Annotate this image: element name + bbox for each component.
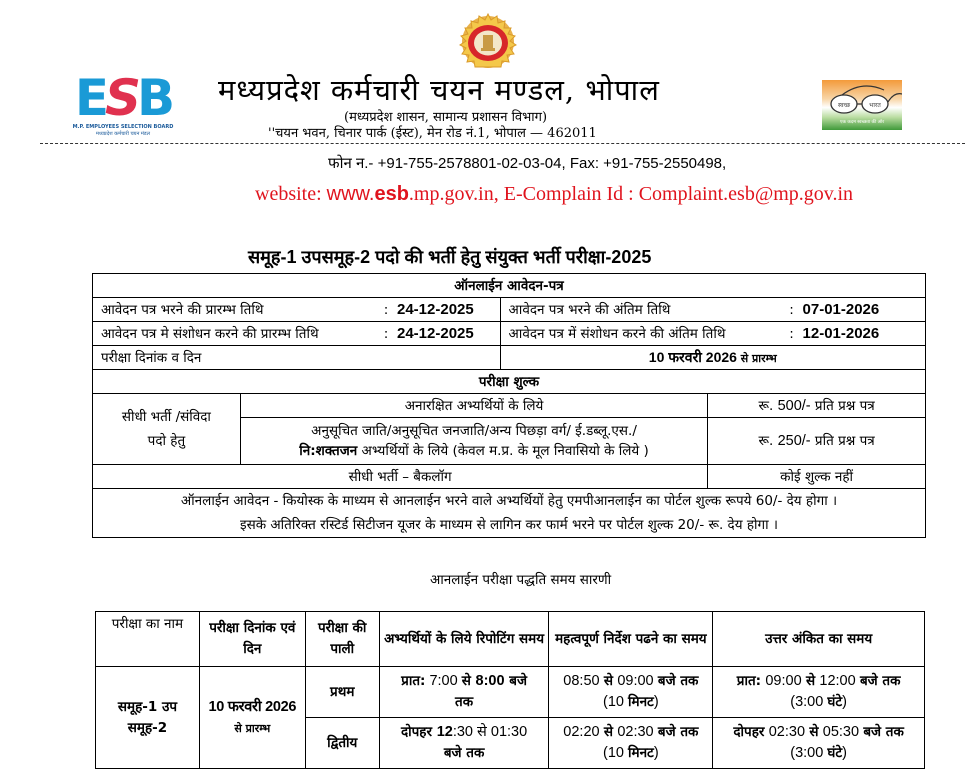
reporting-time-second: दोपहर 12:30 से 01:30 बजे तक	[379, 718, 549, 769]
fee-amount-reserved: रू. 250/- प्रति प्रश्न पत्र	[708, 418, 926, 465]
website-line: website: www.esb.mp.gov.in, E-Complain Id : Complaint.esb@mp.gov.in	[255, 183, 854, 205]
backlog-fee: कोई शुल्क नहीं	[708, 465, 926, 489]
esb-logo-subtitle-en: M.P. EMPLOYEES SELECTION BOARD	[72, 124, 174, 130]
section-exam-fee: परीक्षा शुल्क	[93, 370, 926, 394]
exam-date-value: 10 फरवरी 2026 से प्रारम्भ	[500, 346, 925, 370]
shift-first: प्रथम	[305, 667, 379, 718]
org-subtitle: (मध्यप्रदेश शासन, सामान्य प्रशासन विभाग)	[344, 110, 548, 125]
exam-name: समूह-1 उप समूह-2	[96, 667, 200, 769]
header-answer-time: उत्तर अंकित का समय	[713, 612, 925, 667]
esb-logo-letters: E S B	[74, 69, 172, 127]
shift-second: द्वितीय	[305, 718, 379, 769]
exam-date-label: परीक्षा दिनांक व दिन	[93, 346, 501, 370]
fee-amount-unreserved: रू. 500/- प्रति प्रश्न पत्र	[708, 394, 926, 418]
swachh-bharat-logo	[822, 80, 902, 130]
header-instructions-time: महत्वपूर्ण निर्देश पढने का समय	[549, 612, 713, 667]
org-address: ''चयन भवन, चिनार पार्क (ईस्ट), मेन रोड नं.1, भोपाल — 462011	[268, 126, 597, 141]
table-row	[93, 322, 926, 346]
application-fee-table	[92, 273, 926, 538]
header-divider	[40, 143, 965, 144]
esb-logo-subtitle-hi: मध्यप्रदेश कर्मचारी चयन मंडल	[96, 131, 150, 137]
correction-last-date: आवेदन पत्र में संशोधन करने की अंतिम तिथि : 12-01-2026	[500, 322, 925, 346]
table-row	[93, 298, 926, 322]
fee-category-unreserved: अनारक्षित अभ्यर्थियों के लिये	[240, 394, 707, 418]
exam-date: 10 फरवरी 2026 से प्रारम्भ	[199, 667, 305, 769]
org-title: मध्यप्रदेश कर्मचारी चयन मण्डल, भोपाल	[218, 73, 660, 107]
correction-start-date: आवेदन पत्र मे संशोधन करने की प्रारम्भ तिथि : 24-12-2025	[93, 322, 501, 346]
schedule-header-row	[96, 612, 925, 667]
section-online-application: ऑनलाईन आवेदन-पत्र	[93, 274, 926, 298]
header-exam-date: परीक्षा दिनांक एवं दिन	[199, 612, 305, 667]
instructions-time-second: 02:20 से 02:30 बजे तक (10 मिनट)	[549, 718, 713, 769]
answer-time-first: प्रात: 09:00 से 12:00 बजे तक (3:00 घंटे)	[713, 667, 925, 718]
answer-time-second: दोपहर 02:30 से 05:30 बजे तक (3:00 घंटे)	[713, 718, 925, 769]
application-start-date: आवेदन पत्र भरने की प्रारम्भ तिथि : 24-12-2025	[93, 298, 501, 322]
esb-logo	[62, 69, 184, 138]
reporting-time-first: प्रात: 7:00 से 8:00 बजे तक	[379, 667, 549, 718]
schedule-caption: आनलाईन परीक्षा पद्धति समय सारणी	[430, 572, 612, 588]
website-link[interactable]: www.esb.mp.gov.in, E-Complain Id : Complaint.esb@mp.gov.in	[326, 183, 854, 205]
fee-group-label: सीधी भर्ती /संविदा पदो हेतु	[93, 394, 241, 465]
mp-emblem-icon	[450, 10, 526, 68]
table-row	[93, 394, 926, 418]
table-row	[93, 465, 926, 489]
instructions-time-first: 08:50 से 09:00 बजे तक (10 मिनट)	[549, 667, 713, 718]
header-shift: परीक्षा की पाली	[305, 612, 379, 667]
application-last-date: आवेदन पत्र भरने की अंतिम तिथि : 07-01-2026	[500, 298, 925, 322]
header-reporting-time: अभ्यर्थियों के लिये रिपोटिंग समय	[379, 612, 549, 667]
phone-fax-line: फोन न.- +91-755-2578801-02-03-04, Fax: +91-755-2550498,	[328, 155, 727, 172]
header-exam-name: परीक्षा का नाम	[96, 612, 200, 667]
table-row	[93, 346, 926, 370]
portal-fee-note: ऑनलाईन आवेदन - कियोस्क के माध्यम से आनलाईन भरने वाले अभ्यर्थियों हेतु एमपीआनलाईन का पोर्टल शुल्क रूपये 60/- देय होगा । इसके अतिरिक्त रस्टिर्ड सिटीजन यूजर के माध्यम से लागिन कर फार्म भरने पर पोर्टल शुल्क 20/- रू. देय होगा ।	[93, 489, 926, 538]
swachh-left-text: स्वच्छ	[837, 102, 851, 109]
table-row	[96, 667, 925, 718]
backlog-label: सीधी भर्ती – बैकलॉग	[93, 465, 708, 489]
fee-category-reserved: अनुसूचित जाति/अनुसूचित जनजाति/अन्य पिछड़ा वर्ग/ ई.डब्लू.एस./ नि:शक्तजन अभ्यर्थियों के लिये (केवल म.प्र. के मूल निवासियो के लिये )	[240, 418, 707, 465]
swachh-tagline: एक कदम स्वच्छता की ओर	[839, 120, 885, 125]
exam-schedule-table	[95, 611, 925, 769]
swachh-right-text: भारत	[869, 102, 881, 109]
document-title: समूह-1 उपसमूह-2 पदो की भर्ती हेतु संयुक्त भर्ती परीक्षा-2025	[248, 247, 652, 267]
